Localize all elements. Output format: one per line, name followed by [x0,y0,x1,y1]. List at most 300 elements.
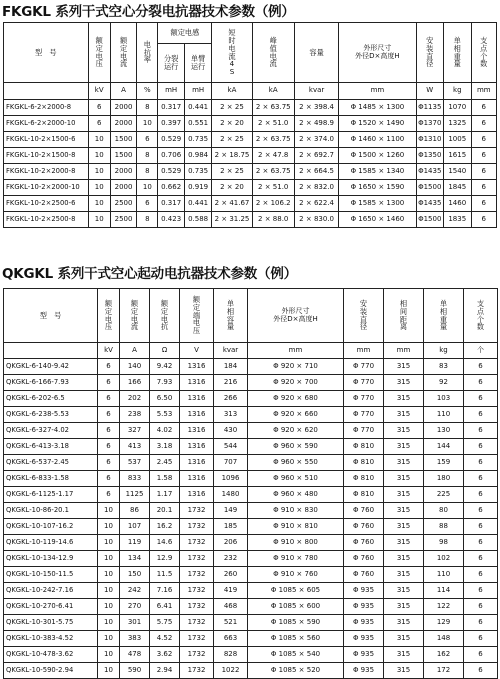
value-cell: 0.662 [158,180,184,196]
value-cell: Φ 935 [344,631,384,647]
value-cell: 828 [214,647,248,663]
value-cell: 1.17 [150,487,180,503]
value-cell: 14.6 [150,535,180,551]
model-cell: QKGKL-10-270-6.41 [4,599,98,615]
value-cell: 260 [214,567,248,583]
unit-cell: Ω [150,343,180,359]
value-cell: 2 × 692.7 [294,148,338,164]
value-cell: Φ 960 × 590 [248,439,344,455]
value-cell: Φ1435 [416,196,444,212]
value-cell: 0.317 [158,196,184,212]
unit-cell: kg [424,343,464,359]
value-cell: 0.441 [184,100,212,116]
unit-cell: mm [248,343,344,359]
table-row [4,551,498,567]
value-cell: 2 × 25 [212,100,252,116]
value-cell: 2 × 88.0 [252,212,294,228]
value-cell: 2000 [110,116,136,132]
value-cell: 315 [384,407,424,423]
col-weight: 单相重量 [444,23,472,83]
model-cell: QKGKL-6-1125-1.17 [4,487,98,503]
value-cell: 1460 [444,196,472,212]
value-cell: 6 [98,471,120,487]
value-cell: Φ 760 [344,535,384,551]
value-cell: 313 [214,407,248,423]
value-cell: 0.529 [158,164,184,180]
value-cell: 1732 [180,519,214,535]
value-cell: 92 [424,375,464,391]
value-cell: 1732 [180,663,214,679]
value-cell: 6 [471,180,496,196]
value-cell: 6 [471,132,496,148]
value-cell: 103 [424,391,464,407]
value-cell: Φ 1650 × 1460 [339,212,416,228]
value-cell: 8 [137,212,158,228]
value-cell: 2 × 832.0 [294,180,338,196]
value-cell: 6 [464,359,498,375]
value-cell: 10 [98,535,120,551]
value-cell: 1316 [180,423,214,439]
value-cell: 238 [120,407,150,423]
value-cell: Φ1370 [416,116,444,132]
value-cell: 216 [214,375,248,391]
table-row [4,471,498,487]
value-cell: Φ1500 [416,212,444,228]
value-cell: 8 [137,100,158,116]
value-cell: 119 [120,535,150,551]
model-cell: QKGKL-6-166-7.93 [4,375,98,391]
value-cell: 315 [384,631,424,647]
table-row [4,375,498,391]
value-cell: 148 [424,631,464,647]
value-cell: 12.9 [150,551,180,567]
value-cell: Φ 1085 × 605 [248,583,344,599]
value-cell: Φ 770 [344,391,384,407]
value-cell: 6 [471,116,496,132]
value-cell: 315 [384,487,424,503]
value-cell: 6 [98,375,120,391]
value-cell: 833 [120,471,150,487]
value-cell: Φ 920 × 660 [248,407,344,423]
value-cell: 6 [471,212,496,228]
col-peak-current: 峰值电流 [252,23,294,83]
value-cell: Φ1435 [416,164,444,180]
value-cell: 1732 [180,551,214,567]
value-cell: 10 [88,212,110,228]
value-cell: 663 [214,631,248,647]
value-cell: 6.41 [150,599,180,615]
table-row [4,100,497,116]
value-cell: Φ 770 [344,359,384,375]
value-cell: 2 × 31.25 [212,212,252,228]
table-row [4,116,497,132]
value-cell: Φ 1485 × 1300 [339,100,416,116]
value-cell: 2 × 20 [212,180,252,196]
value-cell: 0.919 [184,180,212,196]
value-cell: 0.706 [158,148,184,164]
model-cell: FKGKL-6-2×2000-8 [4,100,89,116]
value-cell: Φ 960 × 510 [248,471,344,487]
value-cell: 0.588 [184,212,212,228]
value-cell: 7.93 [150,375,180,391]
value-cell: 185 [214,519,248,535]
model-cell: QKGKL-10-134-12.9 [4,551,98,567]
value-cell: 1732 [180,647,214,663]
value-cell: Φ 960 × 550 [248,455,344,471]
model-cell: QKGKL-10-150-11.5 [4,567,98,583]
value-cell: 0.397 [158,116,184,132]
unit-cell: A [110,83,136,100]
value-cell: 159 [424,455,464,471]
value-cell: 107 [120,519,150,535]
value-cell: Φ 1585 × 1340 [339,164,416,180]
unit-cell: kvar [294,83,338,100]
col-phase-spacing: 相间距离 [384,289,424,343]
value-cell: 315 [384,535,424,551]
value-cell: 6 [98,407,120,423]
value-cell: 315 [384,375,424,391]
col-supports: 支点个数 [471,23,496,83]
value-cell: 6 [464,647,498,663]
value-cell: 0.735 [184,132,212,148]
unit-cell: kg [444,83,472,100]
value-cell: 2 × 25 [212,164,252,180]
value-cell: 1732 [180,615,214,631]
value-cell: 6 [471,148,496,164]
value-cell: 2 × 51.0 [252,180,294,196]
value-cell: 150 [120,567,150,583]
value-cell: 6 [464,519,498,535]
value-cell: 419 [214,583,248,599]
model-cell: FKGKL-10-2×2500-8 [4,212,89,228]
value-cell: Φ1310 [416,132,444,148]
table-row [4,212,497,228]
value-cell: 301 [120,615,150,631]
value-cell: Φ 910 × 830 [248,503,344,519]
value-cell: 707 [214,455,248,471]
col-split-run: 分裂运行 [158,44,184,83]
value-cell: 10 [98,599,120,615]
value-cell: 2 × 51.0 [252,116,294,132]
value-cell: 6 [464,567,498,583]
value-cell: 315 [384,423,424,439]
model-cell: QKGKL-6-202-6.5 [4,391,98,407]
value-cell: 2 × 830.0 [294,212,338,228]
value-cell: 6 [464,471,498,487]
value-cell: 537 [120,455,150,471]
model-cell: FKGKL-10-2×2000-10 [4,180,89,196]
col-rated-current: 额定电流 [110,23,136,83]
col-model: 型 号 [4,23,89,83]
value-cell: 114 [424,583,464,599]
value-cell: 1.58 [150,471,180,487]
value-cell: 6 [464,487,498,503]
value-cell: 8 [137,164,158,180]
value-cell: Φ 910 × 810 [248,519,344,535]
table-row [4,196,497,212]
value-cell: 315 [384,519,424,535]
model-cell: QKGKL-6-140-9.42 [4,359,98,375]
value-cell: 10 [88,196,110,212]
value-cell: 10 [137,180,158,196]
value-cell: 315 [384,359,424,375]
value-cell: 6 [98,439,120,455]
value-cell: 2 × 20 [212,116,252,132]
value-cell: 315 [384,615,424,631]
value-cell: 2500 [110,212,136,228]
value-cell: Φ 1520 × 1490 [339,116,416,132]
col-install-diameter: 安装直径 [344,289,384,343]
value-cell: 315 [384,663,424,679]
value-cell: 1732 [180,503,214,519]
value-cell: 1022 [214,663,248,679]
value-cell: 2 × 622.4 [294,196,338,212]
unit-cell: W [416,83,444,100]
value-cell: 110 [424,407,464,423]
value-cell: 83 [424,359,464,375]
value-cell: 315 [384,455,424,471]
value-cell: 10 [88,180,110,196]
table-row [4,567,498,583]
value-cell: 122 [424,599,464,615]
value-cell: Φ 770 [344,375,384,391]
value-cell: 1316 [180,359,214,375]
value-cell: 6 [88,116,110,132]
col-supports: 支点个数 [464,289,498,343]
value-cell: 110 [424,567,464,583]
value-cell: Φ1135 [416,100,444,116]
unit-cell: kV [88,83,110,100]
value-cell: 478 [120,647,150,663]
value-cell: 149 [214,503,248,519]
value-cell: 544 [214,439,248,455]
value-cell: 6 [464,423,498,439]
value-cell: 6.50 [150,391,180,407]
value-cell: 2 × 25 [212,132,252,148]
unit-cell: kA [212,83,252,100]
value-cell: 184 [214,359,248,375]
table-row [4,391,498,407]
value-cell: 6 [464,391,498,407]
model-cell: QKGKL-10-383-4.52 [4,631,98,647]
model-cell: FKGKL-10-2×2500-6 [4,196,89,212]
value-cell: 172 [424,663,464,679]
value-cell: 6 [98,391,120,407]
value-cell: 315 [384,503,424,519]
value-cell: Φ 770 [344,423,384,439]
table-row [4,148,497,164]
model-cell: QKGKL-10-590-2.94 [4,663,98,679]
value-cell: 2 × 498.9 [294,116,338,132]
value-cell: 1615 [444,148,472,164]
value-cell: Φ 1500 × 1260 [339,148,416,164]
model-cell: QKGKL-6-238-5.53 [4,407,98,423]
unit-cell: % [137,83,158,100]
table1-title: FKGKL 系列干式空心分裂电抗器技术参数（例） [2,4,295,20]
value-cell: 5.75 [150,615,180,631]
unit-cell: A [120,343,150,359]
value-cell: Φ1350 [416,148,444,164]
value-cell: Φ 1085 × 540 [248,647,344,663]
value-cell: 6 [464,631,498,647]
table-row [4,164,497,180]
value-cell: 10 [137,116,158,132]
value-cell: Φ 935 [344,647,384,663]
value-cell: 166 [120,375,150,391]
fkgkl-spec-table [3,22,497,228]
col-short-time-current: 短时电流4S [212,23,252,83]
value-cell: 1005 [444,132,472,148]
value-cell: 1835 [444,212,472,228]
col-capacity: 单相容量 [214,289,248,343]
value-cell: 1732 [180,567,214,583]
unit-cell: mm [339,83,416,100]
value-cell: 2 × 63.75 [252,164,294,180]
value-cell: 80 [424,503,464,519]
value-cell: 0.551 [184,116,212,132]
value-cell: 315 [384,567,424,583]
value-cell: 2 × 41.67 [212,196,252,212]
value-cell: 10 [98,567,120,583]
value-cell: 2 × 374.0 [294,132,338,148]
col-rated-reactance: 额定电抗 [150,289,180,343]
model-cell: QKGKL-10-119-14.6 [4,535,98,551]
value-cell: 1732 [180,631,214,647]
value-cell: 206 [214,535,248,551]
value-cell: 5.53 [150,407,180,423]
table-row [4,599,498,615]
value-cell: 16.2 [150,519,180,535]
value-cell: 413 [120,439,150,455]
model-cell: QKGKL-6-833-1.58 [4,471,98,487]
value-cell: Φ 760 [344,551,384,567]
value-cell: Φ 1085 × 590 [248,615,344,631]
value-cell: Φ 1085 × 600 [248,599,344,615]
col-weight: 单相重量 [424,289,464,343]
value-cell: Φ 910 × 800 [248,535,344,551]
value-cell: 10 [98,551,120,567]
value-cell: Φ 1650 × 1590 [339,180,416,196]
value-cell: Φ 770 [344,407,384,423]
value-cell: 202 [120,391,150,407]
value-cell: 2.94 [150,663,180,679]
value-cell: 1316 [180,391,214,407]
value-cell: Φ 1085 × 520 [248,663,344,679]
col-rated-current: 额定电流 [120,289,150,343]
value-cell: Φ 760 [344,519,384,535]
value-cell: 468 [214,599,248,615]
col-rated-end-voltage: 额定端电压 [180,289,214,343]
value-cell: 1070 [444,100,472,116]
value-cell: 266 [214,391,248,407]
value-cell: 6 [471,100,496,116]
value-cell: 1540 [444,164,472,180]
value-cell: 10 [88,148,110,164]
value-cell: Φ 910 × 780 [248,551,344,567]
value-cell: 6 [98,455,120,471]
value-cell: Φ 935 [344,615,384,631]
value-cell: 6 [464,615,498,631]
model-cell: FKGKL-6-2×2000-10 [4,116,89,132]
value-cell: 6 [464,583,498,599]
value-cell: 162 [424,647,464,663]
value-cell: 521 [214,615,248,631]
value-cell: 2 × 106.2 [252,196,294,212]
value-cell: 6 [464,535,498,551]
value-cell: Φ 1585 × 1300 [339,196,416,212]
col-model: 型 号 [4,289,98,343]
model-cell: QKGKL-10-242-7.16 [4,583,98,599]
value-cell: 10 [98,503,120,519]
units-row [4,83,497,100]
value-cell: 102 [424,551,464,567]
model-cell: QKGKL-6-413-3.18 [4,439,98,455]
value-cell: 315 [384,439,424,455]
value-cell: 6 [464,551,498,567]
value-cell: 11.5 [150,567,180,583]
value-cell: Φ 920 × 680 [248,391,344,407]
table-row [4,631,498,647]
value-cell: 270 [120,599,150,615]
value-cell: 3.62 [150,647,180,663]
value-cell: 1480 [214,487,248,503]
col-capacity: 容量 [294,23,338,83]
table-row [4,359,498,375]
value-cell: Φ1500 [416,180,444,196]
qkgkl-spec-table [3,288,498,679]
table-row [4,615,498,631]
col-rated-inductance: 额定电感 [158,23,212,44]
model-cell: QKGKL-6-537-2.45 [4,455,98,471]
value-cell: 1125 [120,487,150,503]
unit-cell: mH [158,83,184,100]
value-cell: 1732 [180,535,214,551]
col-install-diameter: 安装直径 [416,23,444,83]
value-cell: 315 [384,599,424,615]
value-cell: 10 [88,164,110,180]
value-cell: 1316 [180,375,214,391]
value-cell: 6 [471,196,496,212]
value-cell: 2 × 63.75 [252,132,294,148]
value-cell: Φ 920 × 710 [248,359,344,375]
value-cell: 315 [384,391,424,407]
value-cell: 1096 [214,471,248,487]
model-cell: QKGKL-10-107-16.2 [4,519,98,535]
table-row [4,583,498,599]
value-cell: 2500 [110,196,136,212]
value-cell: 1316 [180,407,214,423]
value-cell: 225 [424,487,464,503]
table-row [4,132,497,148]
value-cell: 2 × 398.4 [294,100,338,116]
value-cell: 1316 [180,439,214,455]
value-cell: Φ 1085 × 560 [248,631,344,647]
value-cell: 2.45 [150,455,180,471]
value-cell: Φ 810 [344,455,384,471]
value-cell: 9.42 [150,359,180,375]
value-cell: Φ 910 × 760 [248,567,344,583]
model-cell: FKGKL-10-2×2000-8 [4,164,89,180]
value-cell: 2000 [110,180,136,196]
table2-title: QKGKL 系列干式空心起动电抗器技术参数（例） [2,266,297,282]
value-cell: 242 [120,583,150,599]
value-cell: 6 [464,503,498,519]
col-dimensions: 外形尺寸 外径D×高度H [339,23,416,83]
table-row [4,535,498,551]
value-cell: 8 [137,148,158,164]
value-cell: 2000 [110,164,136,180]
value-cell: 10 [98,647,120,663]
